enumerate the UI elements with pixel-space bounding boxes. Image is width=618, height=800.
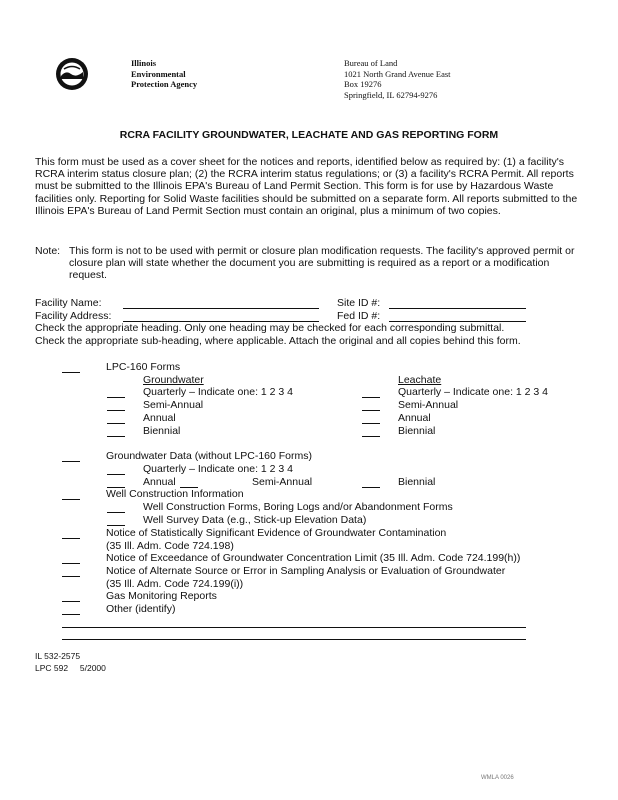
well-survey-checkbox[interactable] [107,525,125,526]
instruction-line: Check the appropriate heading. Only one heading may be checked for each corresponding submittal. [35,322,505,334]
gw-annual-checkbox[interactable] [107,423,125,424]
well-forms-checkbox[interactable] [107,512,125,513]
leachate-subheading: Leachate [398,374,442,386]
other-label: Other (identify) [106,603,176,615]
note-text: This form is not to be used with permit or closure plan modification requests. The facility's approved permit or closure plan will state whether the document you are submitting is required as a report or a modification request. [69,245,575,282]
gwd-quarterly-checkbox[interactable] [107,474,125,475]
iepa-logo [55,57,89,91]
gw-quarterly-checkbox[interactable] [107,397,125,398]
other-checkbox[interactable] [62,614,80,615]
gwd-biennial-checkbox[interactable] [362,487,380,488]
gwd-biennial-label: Biennial [398,476,436,488]
gw-quarterly-label: Quarterly – Indicate one: 1 2 3 4 [143,386,294,398]
gwd-quarterly-label: Quarterly – Indicate one: 1 2 3 4 [143,463,294,475]
notice-alternate-checkbox[interactable] [62,576,80,577]
fed-id-label: Fed ID #: [337,310,381,322]
well-checkbox[interactable] [62,499,80,500]
le-semiannual-checkbox[interactable] [362,410,380,411]
gw-annual-label: Annual [143,412,176,424]
agency-name: Illinois Environmental Protection Agency [131,58,198,89]
gw-biennial-label: Biennial [143,425,181,437]
groundwater-subheading: Groundwater [143,374,204,386]
well-heading: Well Construction Information [106,488,244,500]
note-label: Note: [35,245,61,257]
other-field[interactable] [62,639,526,640]
notice-significant-checkbox[interactable] [62,538,80,539]
notice-alternate-code: (35 Ill. Adm. Code 724.199(i)) [106,578,244,590]
facility-address-label: Facility Address: [35,310,112,322]
gw-semiannual-checkbox[interactable] [107,410,125,411]
gw-data-heading: Groundwater Data (without LPC-160 Forms) [106,450,312,462]
le-biennial-label: Biennial [398,425,436,437]
site-id-field[interactable] [389,308,526,309]
lpc160-checkbox[interactable] [62,372,80,373]
lpc160-heading: LPC-160 Forms [106,361,181,373]
le-biennial-checkbox[interactable] [362,436,380,437]
le-semiannual-label: Semi-Annual [398,399,459,411]
instruction-line: Check the appropriate sub-heading, where applicable. Attach the original and all copies behind this form. [35,335,521,347]
notice-significant-code: (35 Ill. Adm. Code 724.198) [106,540,234,552]
other-field[interactable] [62,627,526,628]
form-number: IL 532-2575 [35,651,81,661]
gas-checkbox[interactable] [62,601,80,602]
intro-paragraph: This form must be used as a cover sheet for the notices and reports, identified below as required by: (1) a facility's RCRA interim status closure plan; (2) the RCRA interim status regulations; or (3) a facility's RCRA Permit. All reports must be submitted to the Illinois EPA's Bureau of Land Permit Section. This form is for use by Hazardous Waste facilities only. Reporting for Solid Waste facilities should be submitted on a separate form. All reports submitted to the Illinois EPA's Bureau of Land Permit Section must contain an original, plus a minimum of two copies. [35,156,578,217]
document-stamp: WMLA 0026 [481,775,514,781]
notice-exceedance-checkbox[interactable] [62,563,80,564]
site-id-label: Site ID #: [337,297,381,309]
gw-biennial-checkbox[interactable] [107,436,125,437]
gas-label: Gas Monitoring Reports [106,590,217,602]
le-annual-label: Annual [398,412,431,424]
facility-name-label: Facility Name: [35,297,102,309]
well-forms-label: Well Construction Forms, Boring Logs and/or Abandonment Forms [143,501,453,513]
gwd-annual-label: Annual [143,476,176,488]
form-title: RCRA FACILITY GROUNDWATER, LEACHATE AND GAS REPORTING FORM [119,129,499,141]
facility-name-field[interactable] [123,308,319,309]
bureau-address: Bureau of Land 1021 North Grand Avenue East Box 19276 Springfield, IL 62794-9276 [344,58,451,100]
le-annual-checkbox[interactable] [362,423,380,424]
notice-alternate-label: Notice of Alternate Source or Error in Sampling Analysis or Evaluation of Groundwater [106,565,506,577]
gwd-semiannual-label: Semi-Annual [252,476,313,488]
le-quarterly-label: Quarterly – Indicate one: 1 2 3 4 [398,386,549,398]
notice-exceedance-label: Notice of Exceedance of Groundwater Concentration Limit (35 Ill. Adm. Code 724.199(h)) [106,552,521,564]
notice-significant-label: Notice of Statistically Significant Evidence of Groundwater Contamination [106,527,447,539]
well-survey-label: Well Survey Data (e.g., Stick-up Elevation Data) [143,514,367,526]
le-quarterly-checkbox[interactable] [362,397,380,398]
gw-semiannual-label: Semi-Annual [143,399,204,411]
gw-data-checkbox[interactable] [62,461,80,462]
form-revision: LPC 592 5/2000 [35,663,106,673]
